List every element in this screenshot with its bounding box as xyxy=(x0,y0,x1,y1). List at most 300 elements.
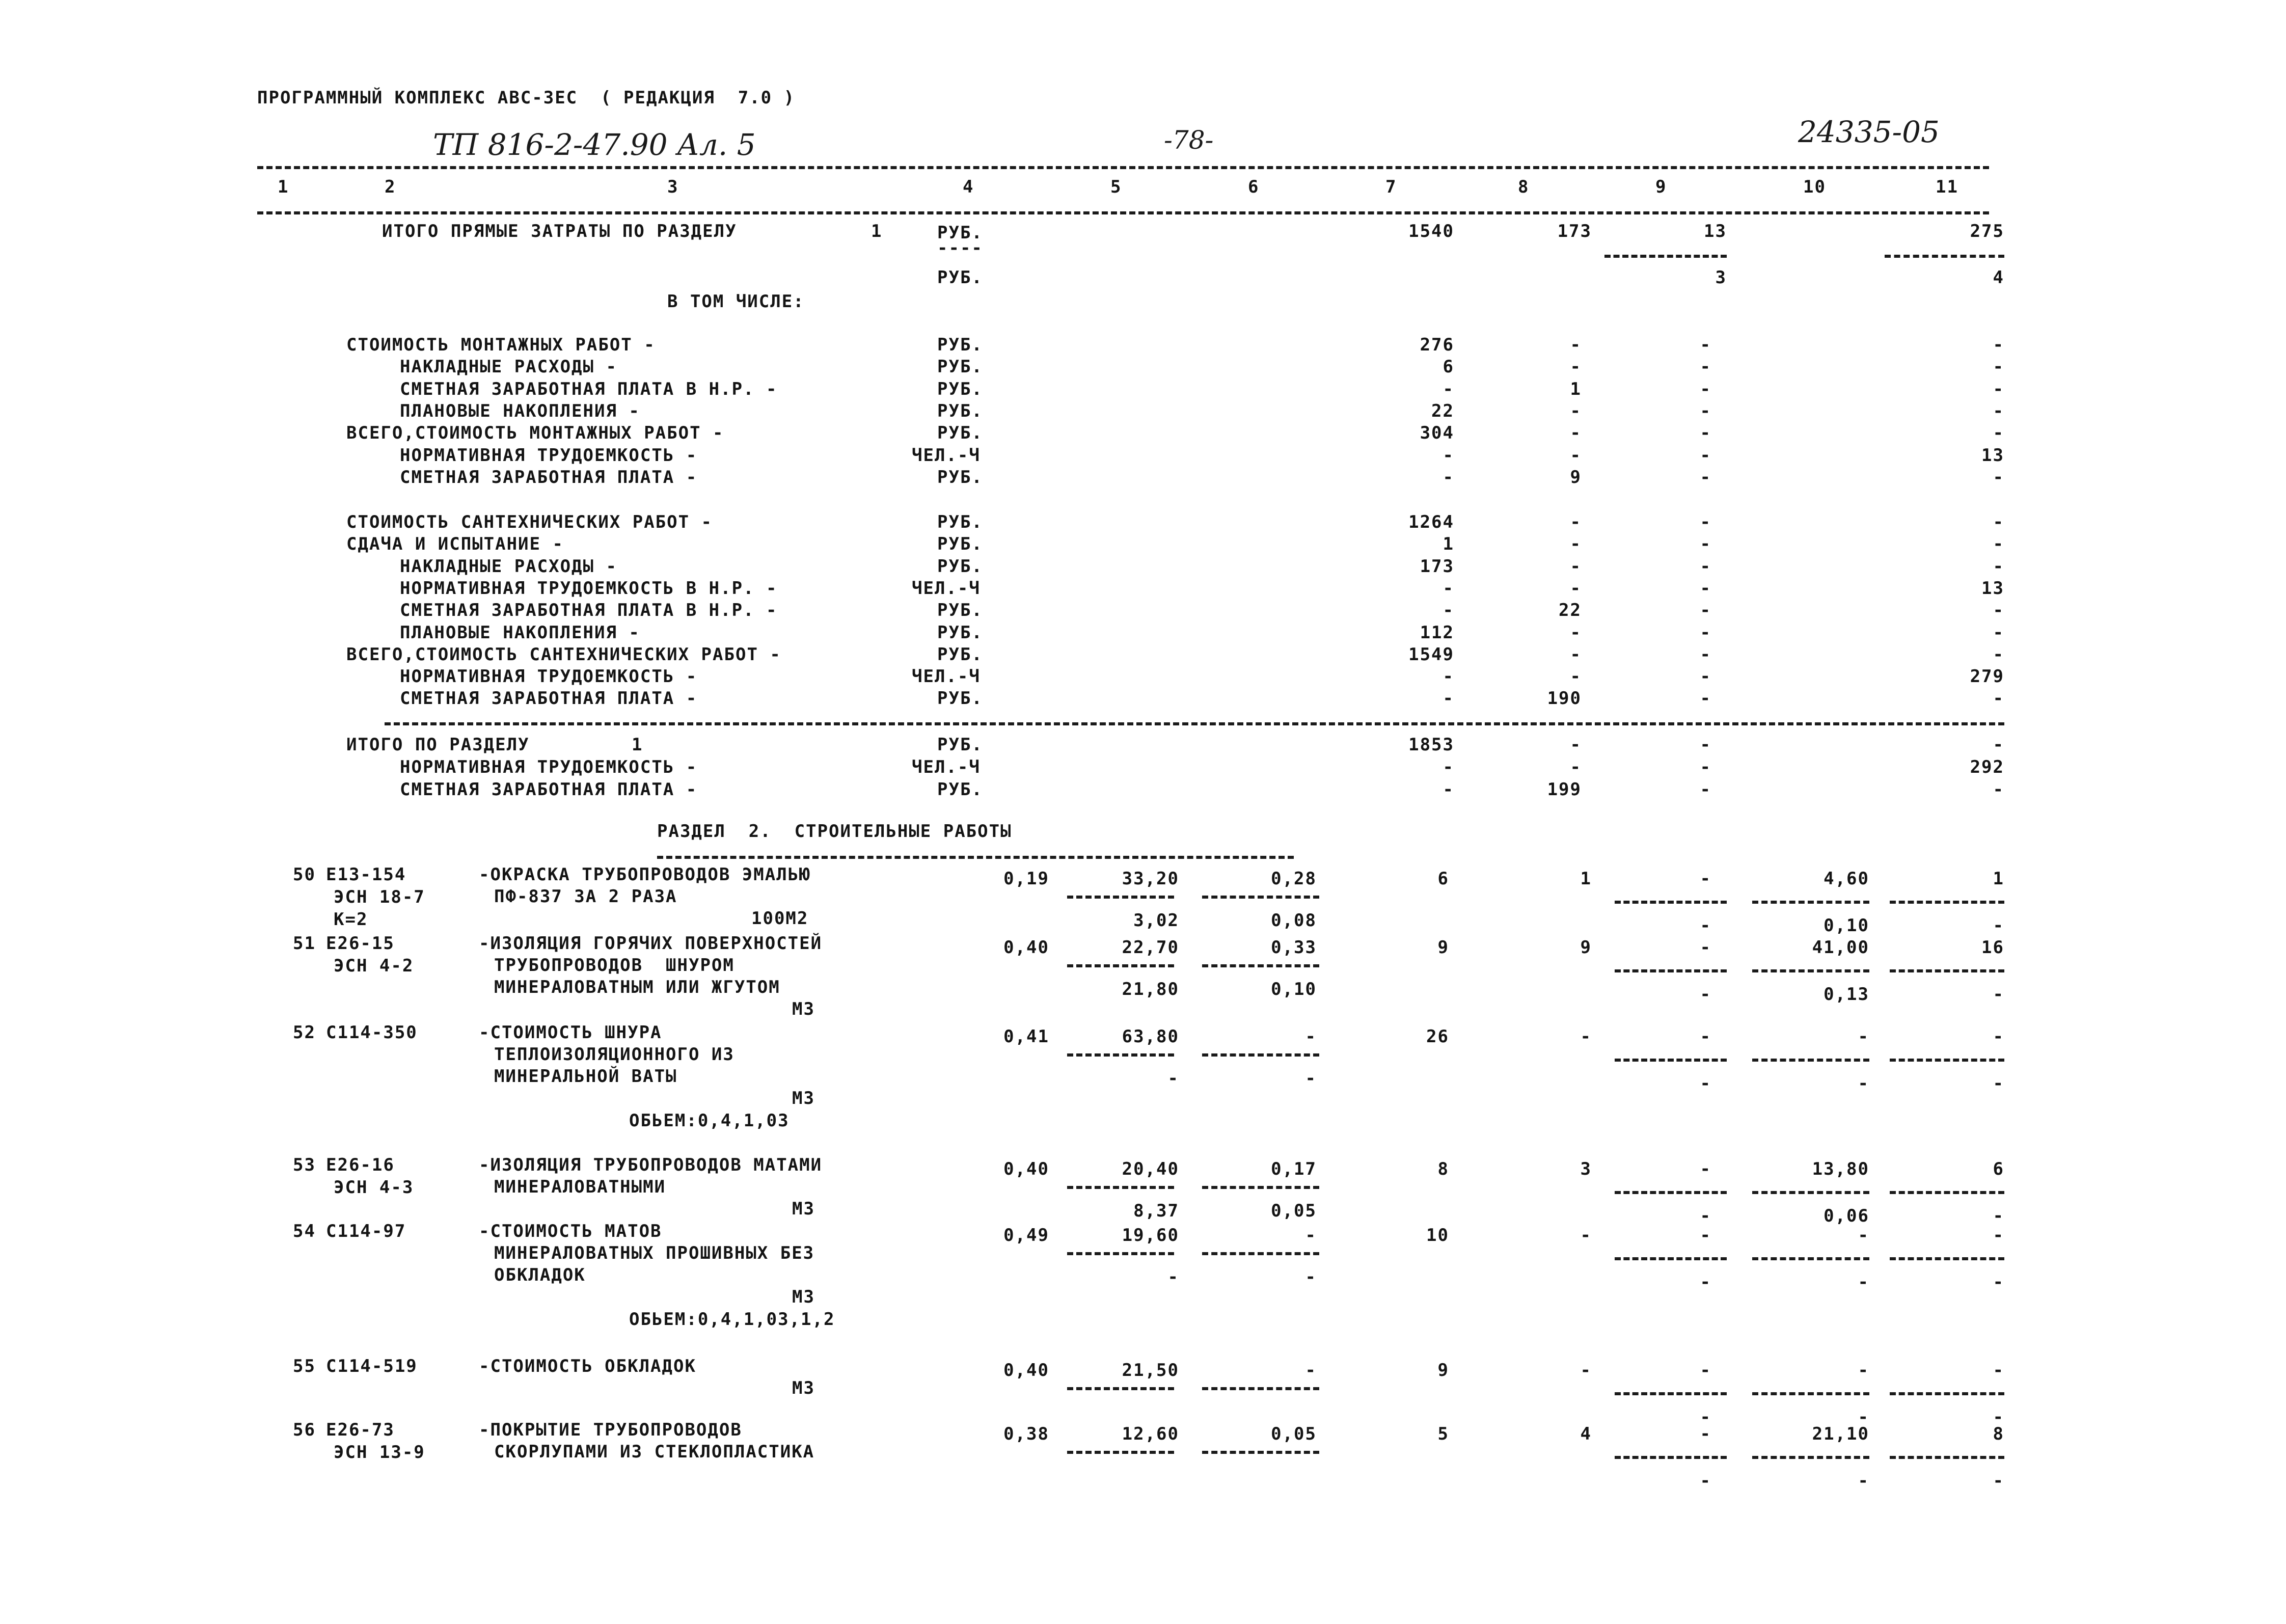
montage-row-col9: - xyxy=(1700,335,1711,355)
item-col11-b: - xyxy=(1993,915,2004,936)
item-col6: 0,17 xyxy=(1271,1159,1317,1179)
montage-row-col7: - xyxy=(1443,467,1454,488)
santech-row-col8: - xyxy=(1570,512,1582,532)
total-direct-unit-dash: ---- xyxy=(937,238,983,258)
item-col5-b: - xyxy=(1167,1267,1179,1287)
item-description-line: МИНЕРАЛОВАТНЫМ ИЛИ ЖГУТОМ xyxy=(494,977,780,997)
item-description-line: ОБКЛАДОК xyxy=(494,1265,586,1285)
item-col9: - xyxy=(1700,1225,1711,1246)
col5-subrule xyxy=(1067,896,1174,899)
col10-subrule xyxy=(1752,1059,1869,1062)
montage-row-label: ВСЕГО,СТОИМОСТЬ МОНТАЖНЫХ РАБОТ - xyxy=(346,423,724,444)
santech-row-col7: 1264 xyxy=(1408,512,1454,532)
section1-total-row-col11: - xyxy=(1993,779,2004,800)
montage-row-col8: - xyxy=(1570,357,1582,377)
item-col11: - xyxy=(1993,1360,2004,1381)
item-col7: 26 xyxy=(1426,1026,1449,1047)
santech-row-col7: - xyxy=(1443,666,1454,687)
col6-subrule xyxy=(1202,896,1319,899)
total-direct-unit: РУБ. xyxy=(937,223,983,243)
section1-total-row-col8: 199 xyxy=(1547,779,1582,800)
montage-row-label: СТОИМОСТЬ МОНТАЖНЫХ РАБОТ - xyxy=(346,335,656,355)
col9-subrule xyxy=(1615,901,1727,904)
item-col11: - xyxy=(1993,1026,2004,1047)
santech-row-col11: - xyxy=(1993,688,2004,709)
montage-row-col9: - xyxy=(1700,357,1711,377)
item-col11-b: - xyxy=(1993,1407,2004,1427)
item-col8: - xyxy=(1580,1360,1592,1381)
section1-total-row-unit: ЧЕЛ.-Ч xyxy=(912,757,981,777)
item-col9-b: - xyxy=(1700,1471,1711,1491)
item-col5: 21,50 xyxy=(1122,1360,1179,1381)
santech-row-col9: - xyxy=(1700,534,1711,555)
santech-row-col11: - xyxy=(1993,534,2004,555)
santech-row-col8: 22 xyxy=(1559,600,1582,621)
col11-subrule xyxy=(1890,901,2004,904)
col6-subrule xyxy=(1202,964,1319,967)
item-col11-b: - xyxy=(1993,1272,2004,1292)
item-quantity: 0,49 xyxy=(1003,1225,1049,1246)
section1-total-row-unit: РУБ. xyxy=(937,735,983,755)
montage-row-label: СМЕТНАЯ ЗАРАБОТНАЯ ПЛАТА - xyxy=(400,467,698,488)
item-col10-b: - xyxy=(1858,1471,1869,1491)
santech-row-col8: 190 xyxy=(1547,688,1582,709)
item-col11: 8 xyxy=(1993,1424,2004,1444)
col5-subrule xyxy=(1067,1387,1174,1390)
section1-total-row-col11: 292 xyxy=(1970,757,2004,777)
item-col10-b: 0,06 xyxy=(1824,1206,1869,1226)
item-col10: - xyxy=(1858,1026,1869,1047)
item-col5-b: - xyxy=(1167,1068,1179,1089)
item-col7: 6 xyxy=(1437,869,1449,889)
program-header: ПРОГРАММНЫЙ КОМПЛЕКС АВС-3ЕС ( РЕДАКЦИЯ 7.0 ) xyxy=(257,88,796,108)
total-direct-col11-b: 4 xyxy=(1993,267,2004,288)
item-code: Е26-15 xyxy=(326,933,395,954)
santech-row-col8: - xyxy=(1570,578,1582,599)
item-description-line: МИНЕРАЛОВАТНЫХ ПРОШИВНЫХ БЕЗ xyxy=(494,1243,815,1263)
santech-row-label: СТОИМОСТЬ САНТЕХНИЧЕСКИХ РАБОТ - xyxy=(346,512,713,532)
item-col9: - xyxy=(1700,1360,1711,1381)
item-col6-b: - xyxy=(1305,1068,1317,1089)
item-description-line: ТЕПЛОИЗОЛЯЦИОННОГО ИЗ xyxy=(494,1044,734,1065)
archive-number: 24335-05 xyxy=(1798,115,1940,149)
item-col10-b: - xyxy=(1858,1073,1869,1094)
section1-total-row-section-num: 1 xyxy=(632,735,643,755)
montage-row-col11: - xyxy=(1993,400,2004,421)
column-header-7: 7 xyxy=(1385,177,1397,197)
header-rule-bottom xyxy=(257,211,1989,214)
item-col9: - xyxy=(1700,1159,1711,1179)
montage-row-col7: 276 xyxy=(1420,335,1454,355)
item-quantity: 0,19 xyxy=(1003,869,1049,889)
section1-total-row-col8: - xyxy=(1570,735,1582,755)
item-col6: - xyxy=(1305,1225,1317,1246)
item-col9-b: - xyxy=(1700,1272,1711,1292)
section1-total-row-label: НОРМАТИВНАЯ ТРУДОЕМКОСТЬ - xyxy=(400,757,698,777)
santech-row-label: ВСЕГО,СТОИМОСТЬ САНТЕХНИЧЕСКИХ РАБОТ - xyxy=(346,644,781,665)
item-unit: 100М2 xyxy=(751,908,809,929)
item-number: 53 xyxy=(293,1155,316,1175)
item-col6-b: 0,10 xyxy=(1271,979,1317,999)
item-col6: 0,05 xyxy=(1271,1424,1317,1444)
total-direct-unit-2: РУБ. xyxy=(937,267,983,288)
montage-row-unit: ЧЕЛ.-Ч xyxy=(912,445,981,466)
montage-row-col11: - xyxy=(1993,467,2004,488)
item-col7: 9 xyxy=(1437,1360,1449,1381)
item-col10: - xyxy=(1858,1360,1869,1381)
section1-total-row-col7: 1853 xyxy=(1408,735,1454,755)
item-description-line: -ОКРАСКА ТРУБОПРОВОДОВ ЭМАЛЬЮ xyxy=(479,864,811,885)
santech-row-unit: РУБ. xyxy=(937,622,983,643)
item-col5: 12,60 xyxy=(1122,1424,1179,1444)
item-code-coef: К=2 xyxy=(334,909,368,930)
item-col5-b: 8,37 xyxy=(1133,1201,1179,1221)
col11-subrule xyxy=(1890,1456,2004,1459)
item-code-ref: ЭСН 13-9 xyxy=(334,1442,425,1463)
santech-row-unit: РУБ. xyxy=(937,556,983,577)
santech-row-col11: - xyxy=(1993,644,2004,665)
section1-total-row-unit: РУБ. xyxy=(937,779,983,800)
santech-row-col8: - xyxy=(1570,644,1582,665)
col10-subrule xyxy=(1752,1456,1869,1459)
item-col9-b: - xyxy=(1700,984,1711,1005)
col10-subrule xyxy=(1752,901,1869,904)
col5-subrule xyxy=(1067,1053,1174,1057)
item-col9: - xyxy=(1700,1026,1711,1047)
santech-row-col9: - xyxy=(1700,666,1711,687)
item-description-line: МИНЕРАЛОВАТНЫМИ xyxy=(494,1177,666,1197)
santech-row-label: СМЕТНАЯ ЗАРАБОТНАЯ ПЛАТА В Н.Р. - xyxy=(400,600,778,621)
item-col5-b: 3,02 xyxy=(1133,910,1179,931)
column-header-8: 8 xyxy=(1518,177,1530,197)
montage-row-col11: - xyxy=(1993,378,2004,399)
section1-total-row-col9: - xyxy=(1700,757,1711,777)
col6-subrule xyxy=(1202,1186,1319,1189)
item-col7: 5 xyxy=(1437,1424,1449,1444)
total-direct-col7: 1540 xyxy=(1408,221,1454,241)
santech-row-col9: - xyxy=(1700,600,1711,621)
col10-subrule xyxy=(1752,1392,1869,1395)
item-unit: М3 xyxy=(792,1088,815,1108)
item-col9-b: - xyxy=(1700,1206,1711,1226)
item-col7: 9 xyxy=(1437,937,1449,958)
montage-row-col7: 22 xyxy=(1431,400,1454,421)
santech-row-col9: - xyxy=(1700,512,1711,532)
section1-total-row-label: СМЕТНАЯ ЗАРАБОТНАЯ ПЛАТА - xyxy=(400,779,698,800)
santech-row-col9: - xyxy=(1700,556,1711,577)
santech-row-unit: РУБ. xyxy=(937,688,983,709)
item-col11-b: - xyxy=(1993,1206,2004,1226)
column-header-4: 4 xyxy=(963,177,974,197)
santech-row-col8: - xyxy=(1570,622,1582,643)
item-col8: 9 xyxy=(1580,937,1592,958)
santech-row-col11: - xyxy=(1993,622,2004,643)
item-quantity: 0,40 xyxy=(1003,1360,1049,1381)
santech-row-col7: 1549 xyxy=(1408,644,1454,665)
item-col11-b: - xyxy=(1993,1471,2004,1491)
item-col10: 13,80 xyxy=(1812,1159,1869,1179)
col9-subrule xyxy=(1615,1392,1727,1395)
montage-row-col9: - xyxy=(1700,378,1711,399)
item-number: 56 xyxy=(293,1420,316,1440)
item-number: 51 xyxy=(293,933,316,954)
col9-subrule xyxy=(1615,1191,1727,1194)
montage-row-col8: - xyxy=(1570,400,1582,421)
item-unit: М3 xyxy=(792,1287,815,1307)
item-quantity: 0,38 xyxy=(1003,1424,1049,1444)
montage-row-label: ПЛАНОВЫЕ НАКОПЛЕНИЯ - xyxy=(400,400,640,421)
montage-row-label: СМЕТНАЯ ЗАРАБОТНАЯ ПЛАТА В Н.Р. - xyxy=(400,378,778,399)
item-col5: 19,60 xyxy=(1122,1225,1179,1246)
col5-subrule xyxy=(1067,1252,1174,1255)
item-col5-b: 21,80 xyxy=(1122,979,1179,999)
item-col7: 8 xyxy=(1437,1159,1449,1179)
item-col10-b: - xyxy=(1858,1407,1869,1427)
item-col9-b: - xyxy=(1700,915,1711,936)
col9-subrule xyxy=(1615,969,1727,972)
col5-subrule xyxy=(1067,964,1174,967)
item-number: 52 xyxy=(293,1022,316,1043)
item-col10: 4,60 xyxy=(1824,869,1869,889)
santech-row-col8: - xyxy=(1570,534,1582,555)
item-col8: 3 xyxy=(1580,1159,1592,1179)
item-col8: 4 xyxy=(1580,1424,1592,1444)
section1-total-row-col9: - xyxy=(1700,735,1711,755)
page-number: -78- xyxy=(1164,125,1214,155)
santech-row-col11: 13 xyxy=(1981,578,2004,599)
column-header-2: 2 xyxy=(385,177,396,197)
montage-row-col9: - xyxy=(1700,467,1711,488)
col11-subrule xyxy=(1890,1059,2004,1062)
section2-title-underline xyxy=(657,856,1294,859)
santech-row-col7: 173 xyxy=(1420,556,1454,577)
montage-row-unit: РУБ. xyxy=(937,335,983,355)
item-description-line: -ИЗОЛЯЦИЯ ГОРЯЧИХ ПОВЕРХНОСТЕЙ xyxy=(479,933,823,954)
item-col8: - xyxy=(1580,1225,1592,1246)
item-col5: 22,70 xyxy=(1122,937,1179,958)
column-header-5: 5 xyxy=(1110,177,1122,197)
santech-row-col11: - xyxy=(1993,600,2004,621)
item-col9: - xyxy=(1700,1424,1711,1444)
item-code-ref: ЭСН 4-2 xyxy=(334,956,414,976)
section1-total-row-col9: - xyxy=(1700,779,1711,800)
item-col6: - xyxy=(1305,1360,1317,1381)
item-number: 55 xyxy=(293,1356,316,1376)
santech-row-unit: РУБ. xyxy=(937,534,983,555)
santech-row-col9: - xyxy=(1700,578,1711,599)
item-col11: 6 xyxy=(1993,1159,2004,1179)
item-col9: - xyxy=(1700,937,1711,958)
santech-row-label: ПЛАНОВЫЕ НАКОПЛЕНИЯ - xyxy=(400,622,640,643)
item-col5: 63,80 xyxy=(1122,1026,1179,1047)
item-code: Е13-154 xyxy=(326,864,406,885)
item-description-line: ТРУБОПРОВОДОВ ШНУРОМ xyxy=(494,955,734,976)
column-header-6: 6 xyxy=(1248,177,1260,197)
item-volume-formula: ОБЬЕМ:0,4,1,03,1,2 xyxy=(629,1309,835,1330)
item-unit: М3 xyxy=(792,1378,815,1398)
item-quantity: 0,40 xyxy=(1003,1159,1049,1179)
montage-row-unit: РУБ. xyxy=(937,423,983,444)
santech-row-label: СМЕТНАЯ ЗАРАБОТНАЯ ПЛАТА - xyxy=(400,688,698,709)
col5-subrule xyxy=(1067,1451,1174,1454)
section2-title: РАЗДЕЛ 2. СТРОИТЕЛЬНЫЕ РАБОТЫ xyxy=(657,821,1012,842)
section1-total-rule xyxy=(385,722,2004,725)
item-col8: 1 xyxy=(1580,869,1592,889)
montage-row-col8: 1 xyxy=(1570,378,1582,399)
santech-row-col11: - xyxy=(1993,512,2004,532)
montage-row-label: НАКЛАДНЫЕ РАСХОДЫ - xyxy=(400,357,617,377)
col11-subrule xyxy=(1890,1257,2004,1260)
santech-row-col8: - xyxy=(1570,666,1582,687)
item-code: С114-519 xyxy=(326,1356,418,1376)
item-col10-b: 0,10 xyxy=(1824,915,1869,936)
item-description-line: ПФ-837 ЗА 2 РАЗА xyxy=(494,886,677,907)
item-col6-b: 0,08 xyxy=(1271,910,1317,931)
santech-row-unit: РУБ. xyxy=(937,512,983,532)
santech-row-unit: ЧЕЛ.-Ч xyxy=(912,578,981,599)
item-description-line: -СТОИМОСТЬ ШНУРА xyxy=(479,1022,662,1043)
item-quantity: 0,40 xyxy=(1003,937,1049,958)
including-heading: В ТОМ ЧИСЛЕ: xyxy=(667,291,805,312)
column-header-3: 3 xyxy=(667,177,679,197)
col11-subrule xyxy=(1890,1191,2004,1194)
col11-subrule xyxy=(1885,255,2004,258)
santech-row-unit: РУБ. xyxy=(937,644,983,665)
santech-row-col7: 1 xyxy=(1443,534,1454,555)
item-col11-b: - xyxy=(1993,984,2004,1005)
total-direct-col9-b: 3 xyxy=(1715,267,1727,288)
montage-row-unit: РУБ. xyxy=(937,467,983,488)
col5-subrule xyxy=(1067,1186,1174,1189)
col10-subrule xyxy=(1752,1191,1869,1194)
montage-row-unit: РУБ. xyxy=(937,378,983,399)
montage-row-col9: - xyxy=(1700,423,1711,444)
santech-row-label: СДАЧА И ИСПЫТАНИЕ - xyxy=(346,534,564,555)
santech-row-col7: - xyxy=(1443,600,1454,621)
item-col5: 20,40 xyxy=(1122,1159,1179,1179)
section1-total-row-label: ИТОГО ПО РАЗДЕЛУ xyxy=(346,735,530,755)
col10-subrule xyxy=(1752,969,1869,972)
santech-row-unit: ЧЕЛ.-Ч xyxy=(912,666,981,687)
col6-subrule xyxy=(1202,1387,1319,1390)
item-quantity: 0,41 xyxy=(1003,1026,1049,1047)
montage-row-unit: РУБ. xyxy=(937,400,983,421)
santech-row-unit: РУБ. xyxy=(937,600,983,621)
col6-subrule xyxy=(1202,1252,1319,1255)
item-col10: 21,10 xyxy=(1812,1424,1869,1444)
montage-row-col9: - xyxy=(1700,400,1711,421)
montage-row-label: НОРМАТИВНАЯ ТРУДОЕМКОСТЬ - xyxy=(400,445,698,466)
section1-total-row-col7: - xyxy=(1443,757,1454,777)
col9-subrule xyxy=(1615,1059,1727,1062)
item-col5: 33,20 xyxy=(1122,869,1179,889)
montage-row-col9: - xyxy=(1700,445,1711,466)
item-description-line: МИНЕРАЛЬНОЙ ВАТЫ xyxy=(494,1066,677,1087)
item-col6-b: 0,05 xyxy=(1271,1201,1317,1221)
section1-total-row-col8: - xyxy=(1570,757,1582,777)
item-code: С114-350 xyxy=(326,1022,418,1043)
item-code-ref: ЭСН 4-3 xyxy=(334,1177,414,1198)
col10-subrule xyxy=(1752,1257,1869,1260)
santech-row-col11: 279 xyxy=(1970,666,2004,687)
col9-subrule xyxy=(1615,1456,1727,1459)
column-header-10: 10 xyxy=(1803,177,1826,197)
item-code-ref: ЭСН 18-7 xyxy=(334,887,425,907)
santech-row-col7: 112 xyxy=(1420,622,1454,643)
item-number: 54 xyxy=(293,1221,316,1241)
item-code: Е26-73 xyxy=(326,1420,395,1440)
santech-row-label: НОРМАТИВНАЯ ТРУДОЕМКОСТЬ В Н.Р. - xyxy=(400,578,778,599)
montage-row-col11: 13 xyxy=(1981,445,2004,466)
document-code: ТП 816-2-47.90 Ал. 5 xyxy=(433,127,756,162)
montage-row-col8: - xyxy=(1570,423,1582,444)
item-col10-b: 0,13 xyxy=(1824,984,1869,1005)
item-col10: 41,00 xyxy=(1812,937,1869,958)
total-direct-col11: 275 xyxy=(1970,221,2004,241)
total-direct-col9: 13 xyxy=(1704,221,1727,241)
item-unit: М3 xyxy=(792,1199,815,1219)
montage-row-col7: - xyxy=(1443,378,1454,399)
item-description-line: -СТОИМОСТЬ МАТОВ xyxy=(479,1221,662,1241)
item-number: 50 xyxy=(293,864,316,885)
santech-row-col8: - xyxy=(1570,556,1582,577)
santech-row-col9: - xyxy=(1700,688,1711,709)
item-col9-b: - xyxy=(1700,1407,1711,1427)
total-direct-section-num: 1 xyxy=(871,221,883,241)
item-col8: - xyxy=(1580,1026,1592,1047)
santech-row-col7: - xyxy=(1443,688,1454,709)
santech-row-col9: - xyxy=(1700,644,1711,665)
montage-row-col8: - xyxy=(1570,335,1582,355)
column-header-1: 1 xyxy=(278,177,289,197)
santech-row-col9: - xyxy=(1700,622,1711,643)
montage-row-col8: - xyxy=(1570,445,1582,466)
montage-row-col7: 304 xyxy=(1420,423,1454,444)
montage-row-col7: 6 xyxy=(1443,357,1454,377)
item-col6: 0,33 xyxy=(1271,937,1317,958)
santech-row-label: НОРМАТИВНАЯ ТРУДОЕМКОСТЬ - xyxy=(400,666,698,687)
santech-row-label: НАКЛАДНЫЕ РАСХОДЫ - xyxy=(400,556,617,577)
col6-subrule xyxy=(1202,1053,1319,1057)
col9-subrule xyxy=(1604,255,1727,258)
item-col6: - xyxy=(1305,1026,1317,1047)
montage-row-col11: - xyxy=(1993,335,2004,355)
item-col11: 16 xyxy=(1981,937,2004,958)
header-rule-top xyxy=(257,166,1989,169)
item-col7: 10 xyxy=(1426,1225,1449,1246)
col6-subrule xyxy=(1202,1451,1319,1454)
column-header-9: 9 xyxy=(1655,177,1667,197)
item-col9-b: - xyxy=(1700,1073,1711,1094)
item-col11: 1 xyxy=(1993,869,2004,889)
montage-row-col7: - xyxy=(1443,445,1454,466)
item-col6: 0,28 xyxy=(1271,869,1317,889)
montage-row-col11: - xyxy=(1993,357,2004,377)
item-description-line: -СТОИМОСТЬ ОБКЛАДОК xyxy=(479,1356,696,1376)
total-direct-label: ИТОГО ПРЯМЫЕ ЗАТРАТЫ ПО РАЗДЕЛУ xyxy=(382,221,737,241)
item-col10-b: - xyxy=(1858,1272,1869,1292)
col11-subrule xyxy=(1890,969,2004,972)
item-col11-b: - xyxy=(1993,1073,2004,1094)
item-code: С114-97 xyxy=(326,1221,406,1241)
item-description-line: СКОРЛУПАМИ ИЗ СТЕКЛОПЛАСТИКА xyxy=(494,1442,815,1462)
total-direct-col8: 173 xyxy=(1557,221,1592,241)
col11-subrule xyxy=(1890,1392,2004,1395)
montage-row-unit: РУБ. xyxy=(937,357,983,377)
montage-row-col8: 9 xyxy=(1570,467,1582,488)
column-header-11: 11 xyxy=(1936,177,1958,197)
item-code: Е26-16 xyxy=(326,1155,395,1175)
